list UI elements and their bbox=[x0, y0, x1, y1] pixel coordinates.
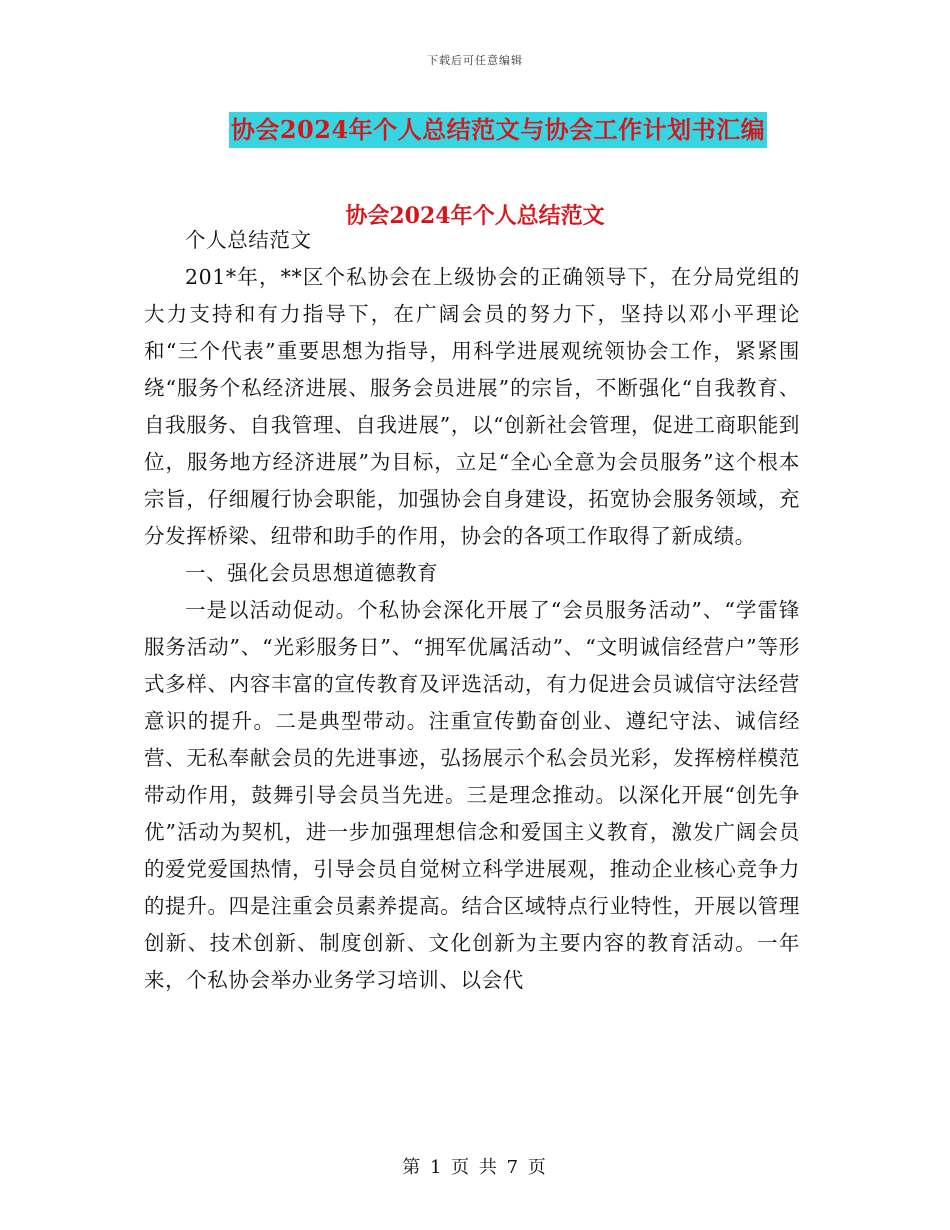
main-title: 协会2024年个人总结范文与协会工作计划书汇编 bbox=[229, 112, 767, 148]
paragraph-intro: 201*年，**区个私协会在上级协会的正确领导下，在分局党组的大力支持和有力指导下，在广阔会员的努力下，坚持以邓小平理论和“三个代表”重要思想为指导，用科学进展观统领协会工作，紧紧围绕“服务个私经济进展、服务会员进展”的宗旨，不断强化“自我教育、自我服务、自我管理、自我进展”，以“创新社会管理，促进工商职能到位，服务地方经济进展”为目标，立足“全心全意为会员服务”这个根本宗旨，仔细履行协会职能，加强协会自身建设，拓宽协会服务领域，充分发挥桥梁、纽带和助手的作用，协会的各项工作取得了新成绩。 bbox=[144, 265, 800, 548]
section-title: 协会2024年个人总结范文 bbox=[345, 203, 605, 229]
page-number: 第 1 页 共 7 页 bbox=[402, 1157, 548, 1178]
document-body bbox=[144, 222, 800, 999]
subheading-moral-education: 一、强化会员思想道德教育 bbox=[185, 561, 439, 585]
subheading-summary: 个人总结范文 bbox=[185, 228, 312, 252]
download-note: 下载后可任意编辑 bbox=[427, 54, 523, 67]
main-title-container bbox=[0, 112, 950, 148]
paragraph-activities: 一是以活动促动。个私协会深化开展了“会员服务活动”、“学雷锋服务活动”、“光彩服务日”、“拥军优属活动”、“文明诚信经营户”等形式多样、内容丰富的宣传教育及评选活动，有力促进会员诚信守法经营意识的提升。二是典型带动。注重宣传勤奋创业、遵纪守法、诚信经营、无私奉献会员的先进事迹，弘扬展示个私会员光彩，发挥榜样模范带动作用，鼓舞引导会员当先进。三是理念推动。以深化开展“创先争优”活动为契机，进一步加强理想信念和爱国主义教育，激发广阔会员的爱党爱国热情，引导会员自觉树立科学进展观，推动企业核心竞争力的提升。四是注重会员素养提高。结合区域特点行业特性，开展以管理创新、技术创新、制度创新、文化创新为主要内容的教育活动。一年来，个私协会举办业务学习培训、以会代 bbox=[144, 598, 800, 992]
